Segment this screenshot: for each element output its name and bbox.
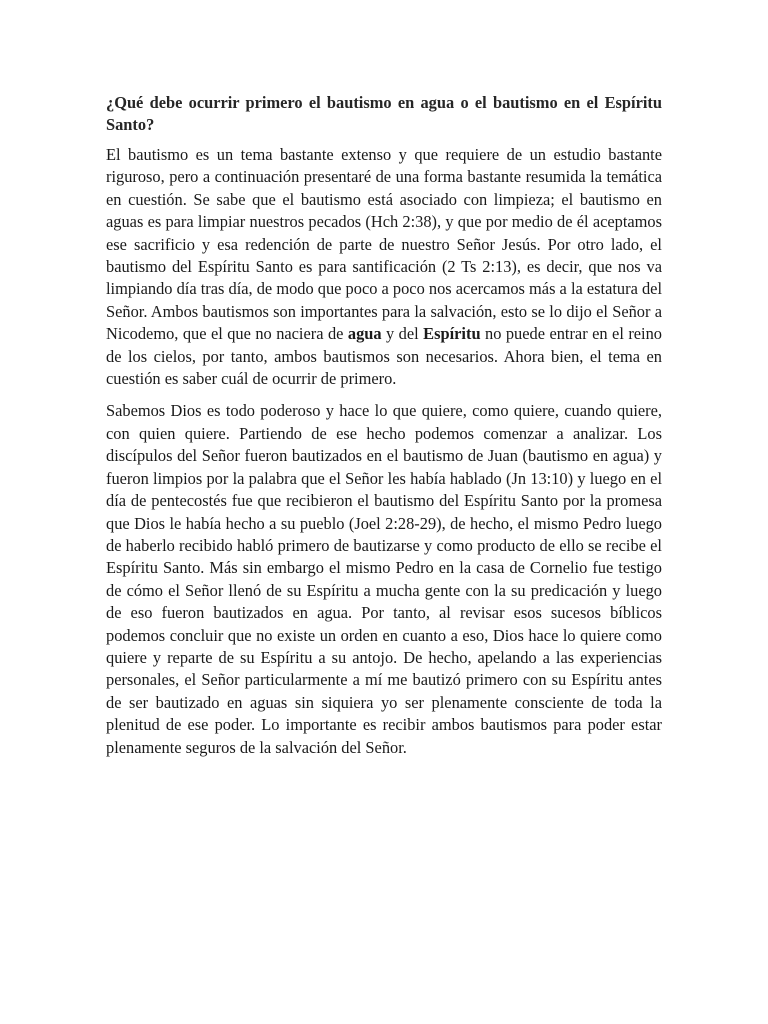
paragraph-1-text-b: y del <box>381 324 424 344</box>
paragraph-1-bold-agua: agua <box>347 324 382 344</box>
paragraph-1-bold-espiritu: Espíritu <box>423 324 481 344</box>
paragraph-1-text-c: no puede entrar en el reino de los cielos, por tanto, ambos bautismos son necesarios. Ahora bien, el tema en cuestión es saber cuál de ocurrir de primero. <box>106 324 662 389</box>
paragraph-1-text-a: El bautismo es un tema bastante extenso y que requiere de un estudio bastante riguroso, pero a continuación presentaré de una forma bastante resumida la temática en cuestión. Se sabe que el bautismo está asociado con limpieza; el bautismo en aguas es para limpiar nuestros pecados (Hch 2:38), y que por medio de él aceptamos ese sacrificio y esa redención de parte de nuestro Señor Jesús. Por otro lado, el bautismo del Espíritu Santo es para santificación (2 Ts 2:13), es decir, que nos va limpiando día tras día, de modo que poco a poco nos acercamos más a la estatura del Señor. Ambos bautismos son importantes para la salvación, esto se lo dijo el Señor a Nicodemo, que el que no naciera de <box>106 145 662 344</box>
document-title: ¿Qué debe ocurrir primero el bautismo en agua o el bautismo en el Espíritu Santo? <box>106 93 662 134</box>
document-page <box>106 92 662 769</box>
paragraph-2: Sabemos Dios es todo poderoso y hace lo que quiere, como quiere, cuando quiere, con quien quiere. Partiendo de ese hecho podemos comenzar a analizar. Los discípulos del Señor fueron bautizados en el bautismo de Juan (bautismo en agua) y fueron limpios por la palabra que el Señor les había hablado (Jn 13:10) y luego en el día de pentecostés fue que recibieron el bautismo del Espíritu Santo por la promesa que Dios le había hecho a su pueblo (Joel 2:28-29), de hecho, el mismo Pedro luego de haberlo recibido habló primero de bautizarse y como producto de ello se recibe el Espíritu Santo. Más sin embargo el mismo Pedro en la casa de Cornelio fue testigo de cómo el Señor llenó de su Espíritu a mucha gente con la su predicación y luego de eso fueron bautizados en agua. Por tanto, al revisar esos sucesos bíblicos podemos concluir que no existe un orden en cuanto a eso, Dios hace lo quiere como quiere y reparte de su Espíritu a su antojo. De hecho, apelando a las experiencias personales, el Señor particularmente a mí me bautizó primero con su Espíritu antes de ser bautizado en aguas sin siquiera yo ser plenamente consciente de toda la plenitud de ese poder. Lo importante es recibir ambos bautismos para poder estar plenamente seguros de la salvación del Señor. <box>106 401 662 757</box>
paragraph-1 <box>106 144 662 390</box>
